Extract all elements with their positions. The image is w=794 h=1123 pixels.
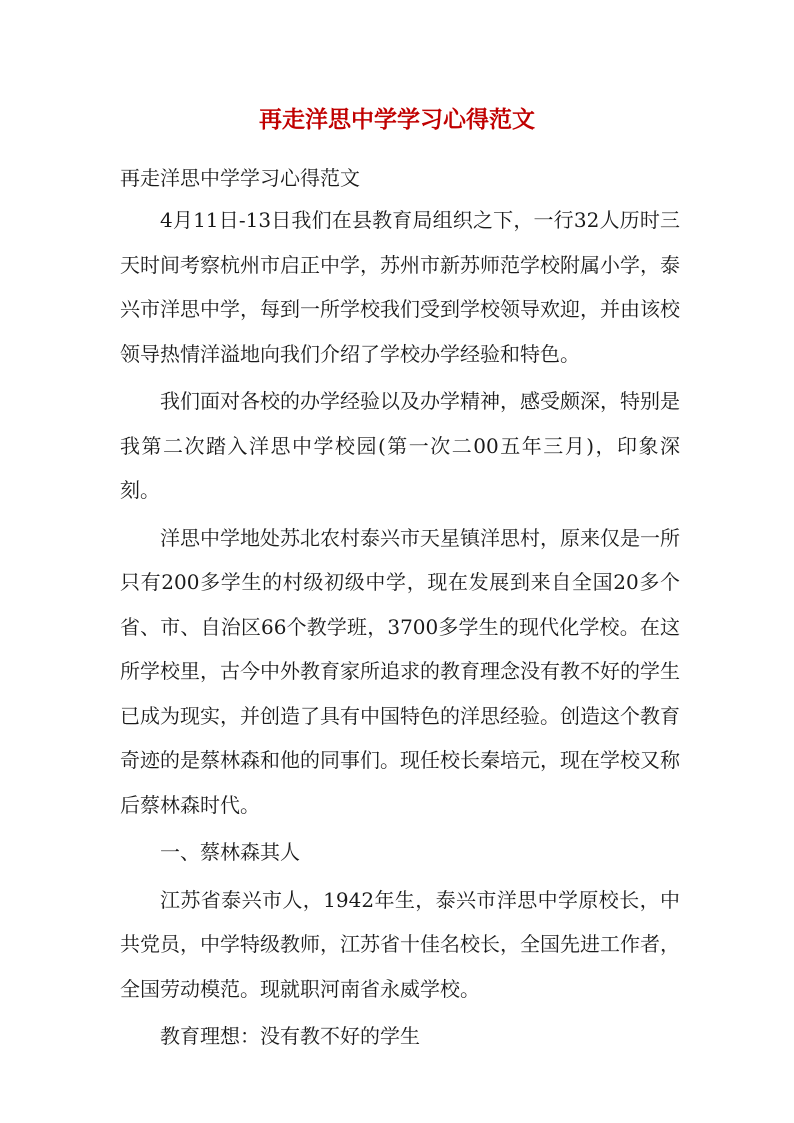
section-heading: 一、蔡林森其人 — [160, 840, 300, 864]
document-subtitle: 再走洋思中学学习心得范文 — [120, 166, 360, 190]
document-body — [120, 198, 680, 1062]
paragraph-biography: 江苏省泰兴市人，1942年生，泰兴市洋思中学原校长，中共党员，中学特级教师，江苏省十佳名校长，全国先进工作者，全国劳动模范。现就职河南省永威学校。 — [120, 887, 680, 1001]
paragraph-impression: 我们面对各校的办学经验以及办学精神，感受颇深，特别是我第二次踏入洋思中学校园(第一次二00五年三月)，印象深刻。 — [120, 389, 680, 502]
document-title: 再走洋思中学学习心得范文 — [259, 106, 535, 133]
paragraph-intro: 4月11日-13日我们在县教育局组织之下，一行32人历时三天时间考察杭州市启正中学，苏州市新苏师范学校附属小学，泰兴市洋思中学，每到一所学校我们受到学校领导欢迎，并由该校领导热情洋溢地向我们介绍了学校办学经验和特色。 — [120, 208, 680, 366]
paragraph-education-ideal: 教育理想：没有教不好的学生 — [160, 1024, 420, 1048]
paragraph-school-background: 洋思中学地处苏北农村泰兴市天星镇洋思村，原来仅是一所只有200多学生的村级初级中学，现在发展到来自全国20多个省、市、自治区66个教学班，3700多学生的现代化学校。在这所学校里，古今中外教育家所追求的教育理念没有教不好的学生已成为现实，并创造了具有中国特色的洋思经验。创造这个教育奇迹的是蔡林森和他的同事们。现任校长秦培元，现在学校又称后蔡林森时代。 — [120, 525, 680, 817]
